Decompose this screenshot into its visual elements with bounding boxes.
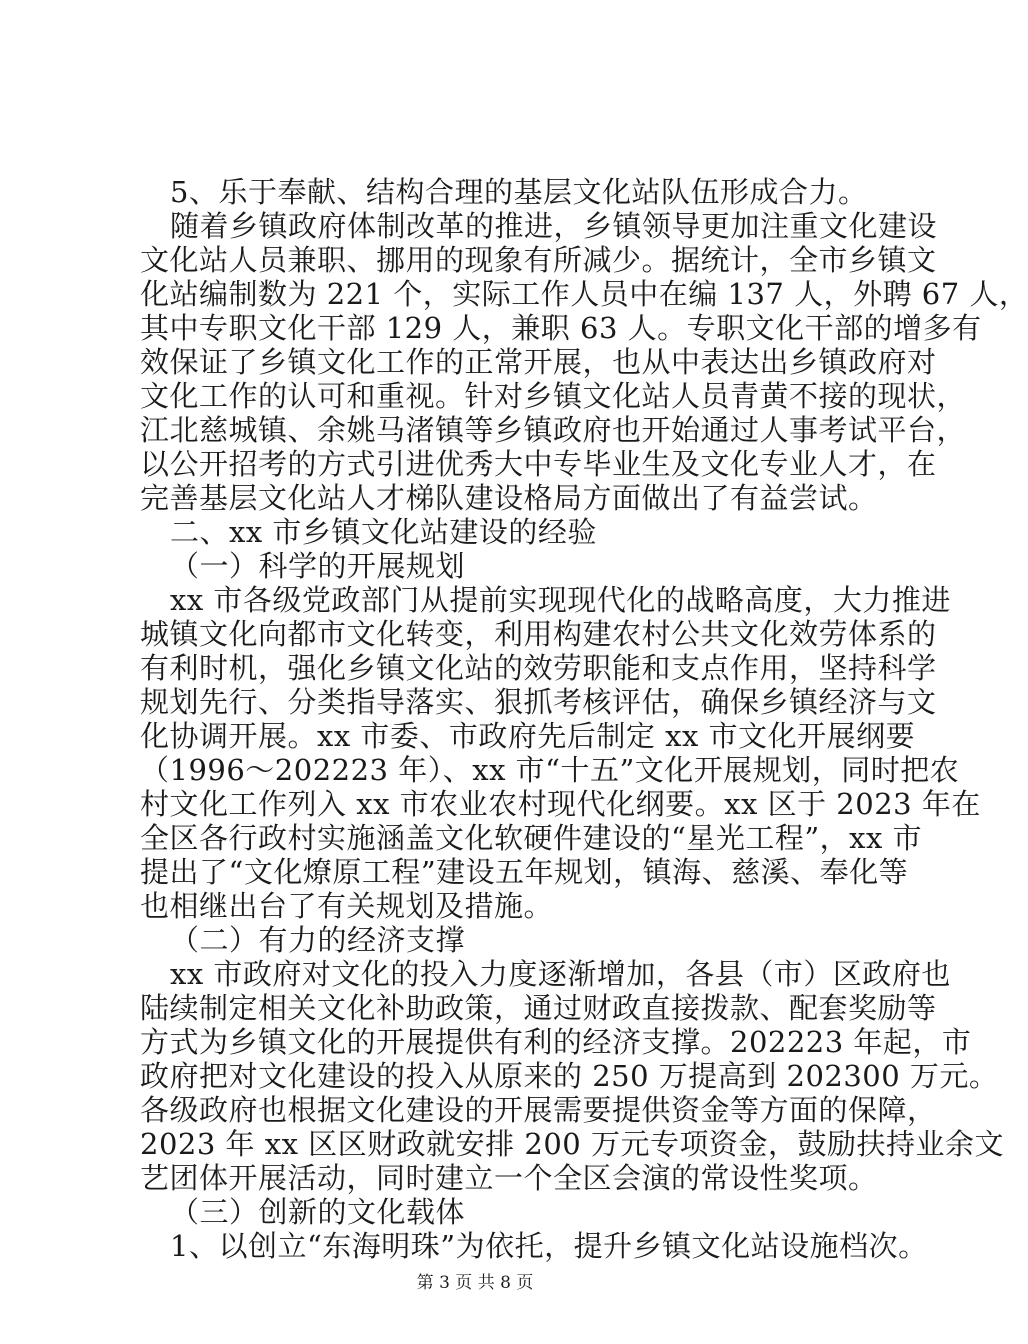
text-line: 政府把对文化建设的投入从原来的 250 万提高到 202300 万元。 — [140, 1059, 999, 1093]
text-line: 全区各行政村实施涵盖文化软硬件建设的“星光工程”，xx 市 — [140, 821, 923, 855]
text-line: 2023 年 xx 区区财政就安排 200 万元专项资金，鼓励扶持业余文 — [140, 1127, 1004, 1161]
section-heading: 二、xx 市乡镇文化站建设的经验 — [170, 515, 597, 549]
text-line: 规划先行、分类指导落实、狠抓考核评估，确保乡镇经济与文 — [140, 685, 937, 719]
subsection-heading: （二）有力的经济支撑 — [170, 923, 466, 957]
text-line: 1、以创立“东海明珠”为依托，提升乡镇文化站设施档次。 — [170, 1229, 928, 1263]
text-line: 效保证了乡镇文化工作的正常开展，也从中表达出乡镇政府对 — [140, 345, 937, 379]
text-line: 提出了“文化燎原工程”建设五年规划，镇海、慈溪、奉化等 — [140, 855, 909, 889]
text-line: 其中专职文化干部 129 人，兼职 63 人。专职文化干部的增多有 — [140, 311, 982, 345]
text-line: （1996～202223 年）、xx 市“十五”文化开展规划，同时把农 — [140, 753, 960, 787]
text-line: 文化站人员兼职、挪用的现象有所减少。据统计，全市乡镇文 — [140, 243, 937, 277]
text-line: xx 市政府对文化的投入力度逐渐增加，各县（市）区政府也 — [170, 957, 951, 991]
text-line: 各级政府也根据文化建设的开展需要提供资金等方面的保障， — [140, 1093, 937, 1127]
text-line: 艺团体开展活动，同时建立一个全区会演的常设性奖项。 — [140, 1161, 878, 1195]
text-line: 江北慈城镇、余姚马渚镇等乡镇政府也开始通过人事考试平台， — [140, 413, 967, 447]
text-line: xx 市各级党政部门从提前实现现代化的战略高度，大力推进 — [170, 583, 951, 617]
text-line: 随着乡镇政府体制改革的推进，乡镇领导更加注重文化建设 — [170, 209, 938, 243]
text-line: 也相继出台了有关规划及措施。 — [140, 889, 554, 923]
text-line: 完善基层文化站人才梯队建设格局方面做出了有益尝试。 — [140, 481, 878, 515]
text-line: 方式为乡镇文化的开展提供有利的经济支撑。202223 年起，市 — [140, 1025, 972, 1059]
subsection-heading: （一）科学的开展规划 — [170, 549, 466, 583]
text-line: 文化工作的认可和重视。针对乡镇文化站人员青黄不接的现状， — [140, 379, 967, 413]
text-line: 以公开招考的方式引进优秀大中专毕业生及文化专业人才，在 — [140, 447, 937, 481]
text-line: 5、乐于奉献、结构合理的基层文化站队伍形成合力。 — [170, 175, 868, 209]
text-line: 有利时机，强化乡镇文化站的效劳职能和支点作用，坚持科学 — [140, 651, 937, 685]
text-line: 化协调开展。xx 市委、市政府先后制定 xx 市文化开展纲要 — [140, 719, 916, 753]
page-footer: 第 3 页 共 8 页 — [416, 1273, 534, 1293]
subsection-heading: （三）创新的文化载体 — [170, 1195, 466, 1229]
text-line: 城镇文化向都市文化转变，利用构建农村公共文化效劳体系的 — [140, 617, 937, 651]
text-line: 化站编制数为 221 个，实际工作人员中在编 137 人，外聘 67 人， — [140, 277, 1028, 311]
text-line: 村文化工作列入 xx 市农业农村现代化纲要。xx 区于 2023 年在 — [140, 787, 981, 821]
text-line: 陆续制定相关文化补助政策，通过财政直接拨款、配套奖励等 — [140, 991, 937, 1025]
